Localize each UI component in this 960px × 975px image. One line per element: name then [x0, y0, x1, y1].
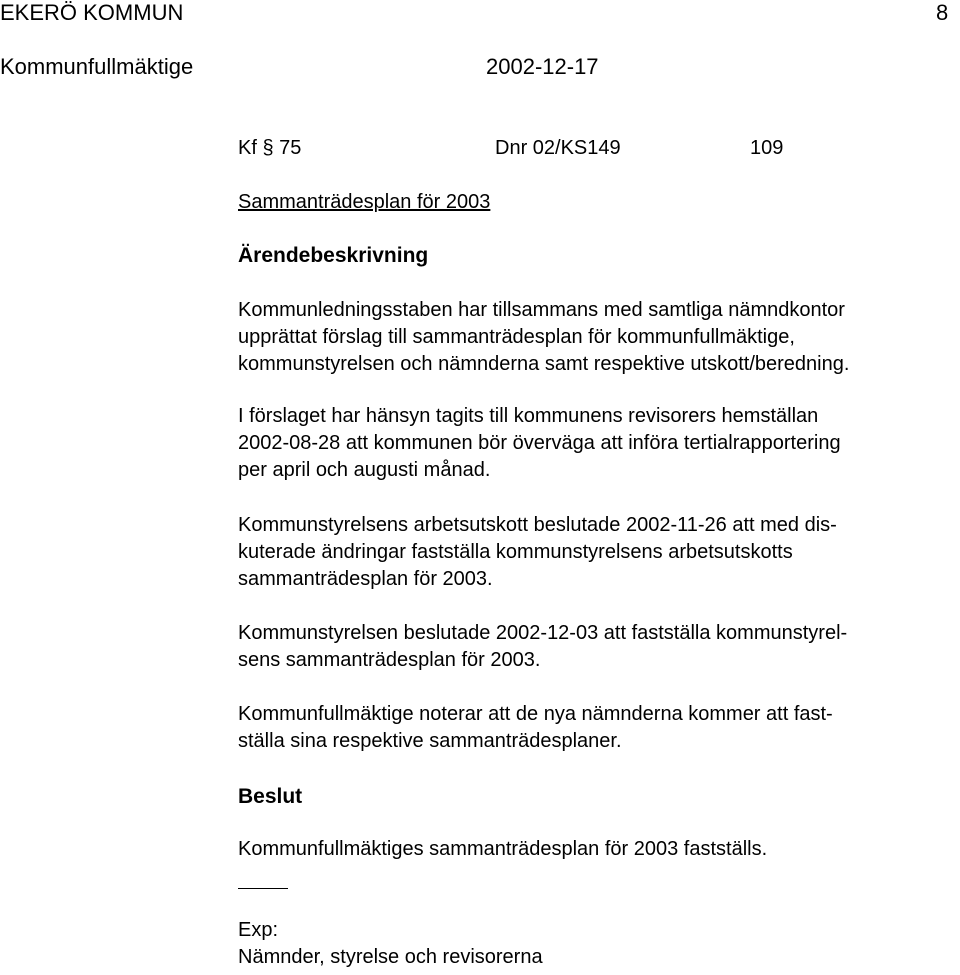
- expedition-label: Exp:: [238, 919, 279, 941]
- paragraph-line: Kommunledningsstaben har tillsammans med samtliga nämndkontor: [238, 299, 845, 321]
- kf-label: Kf: [238, 137, 257, 159]
- paragraph-line: upprättat förslag till sammanträdesplan för kommunfullmäktige,: [238, 326, 795, 348]
- case-ref: 109: [750, 137, 784, 159]
- org-name: EKERÖ KOMMUN: [0, 0, 184, 25]
- paragraph-line: per april och augusti månad.: [238, 459, 491, 481]
- paragraph-line: ställa sina respektive sammanträdesplaner.: [238, 730, 622, 752]
- document-title: Sammanträdesplan för 2003: [238, 191, 491, 213]
- paragraph-line: sammanträdesplan för 2003.: [238, 568, 493, 590]
- meeting-date: 2002-12-17: [486, 54, 599, 79]
- paragraph-line: kuterade ändringar fastställa kommunstyrelsens arbetsutskotts: [238, 541, 793, 563]
- decision-heading: Beslut: [238, 785, 303, 808]
- paragraph-line: Kommunfullmäktige noterar att de nya nämnderna kommer att fast-: [238, 703, 833, 725]
- dnr: Dnr 02/KS149: [495, 137, 621, 159]
- case-line: [238, 135, 301, 162]
- paragraph-5: [238, 701, 938, 755]
- paragraph-4: [238, 620, 938, 674]
- paragraph-line: 2002-08-28 att kommunen bör överväga att införa tertialrapportering: [238, 432, 841, 454]
- separator-rule: [238, 888, 288, 889]
- paragraph-line: I förslaget har hänsyn tagits till kommunens revisorers hemställan: [238, 405, 819, 427]
- paragraph-line: sens sammanträdesplan för 2003.: [238, 649, 541, 671]
- section-number: 75: [279, 137, 302, 159]
- page-number: 8: [936, 0, 949, 25]
- section-symbol: §: [262, 137, 274, 159]
- paragraph-1: [238, 297, 938, 378]
- expedition-recipients: Nämnder, styrelse och revisorerna: [238, 946, 543, 968]
- paragraph-3: [238, 512, 938, 593]
- description-heading: Ärendebeskrivning: [238, 244, 429, 267]
- paragraph-line: kommunstyrelsen och nämnderna samt respektive utskott/beredning.: [238, 353, 850, 375]
- paragraph-line: Kommunstyrelsen beslutade 2002-12-03 att fastställa kommunstyrel-: [238, 622, 848, 644]
- decision-text: Kommunfullmäktiges sammanträdesplan för 2003 fastställs.: [238, 838, 768, 860]
- meeting-body: Kommunfullmäktige: [0, 54, 194, 79]
- paragraph-line: Kommunstyrelsens arbetsutskott beslutade 2002-11-26 att med dis-: [238, 514, 837, 536]
- paragraph-2: [238, 403, 938, 484]
